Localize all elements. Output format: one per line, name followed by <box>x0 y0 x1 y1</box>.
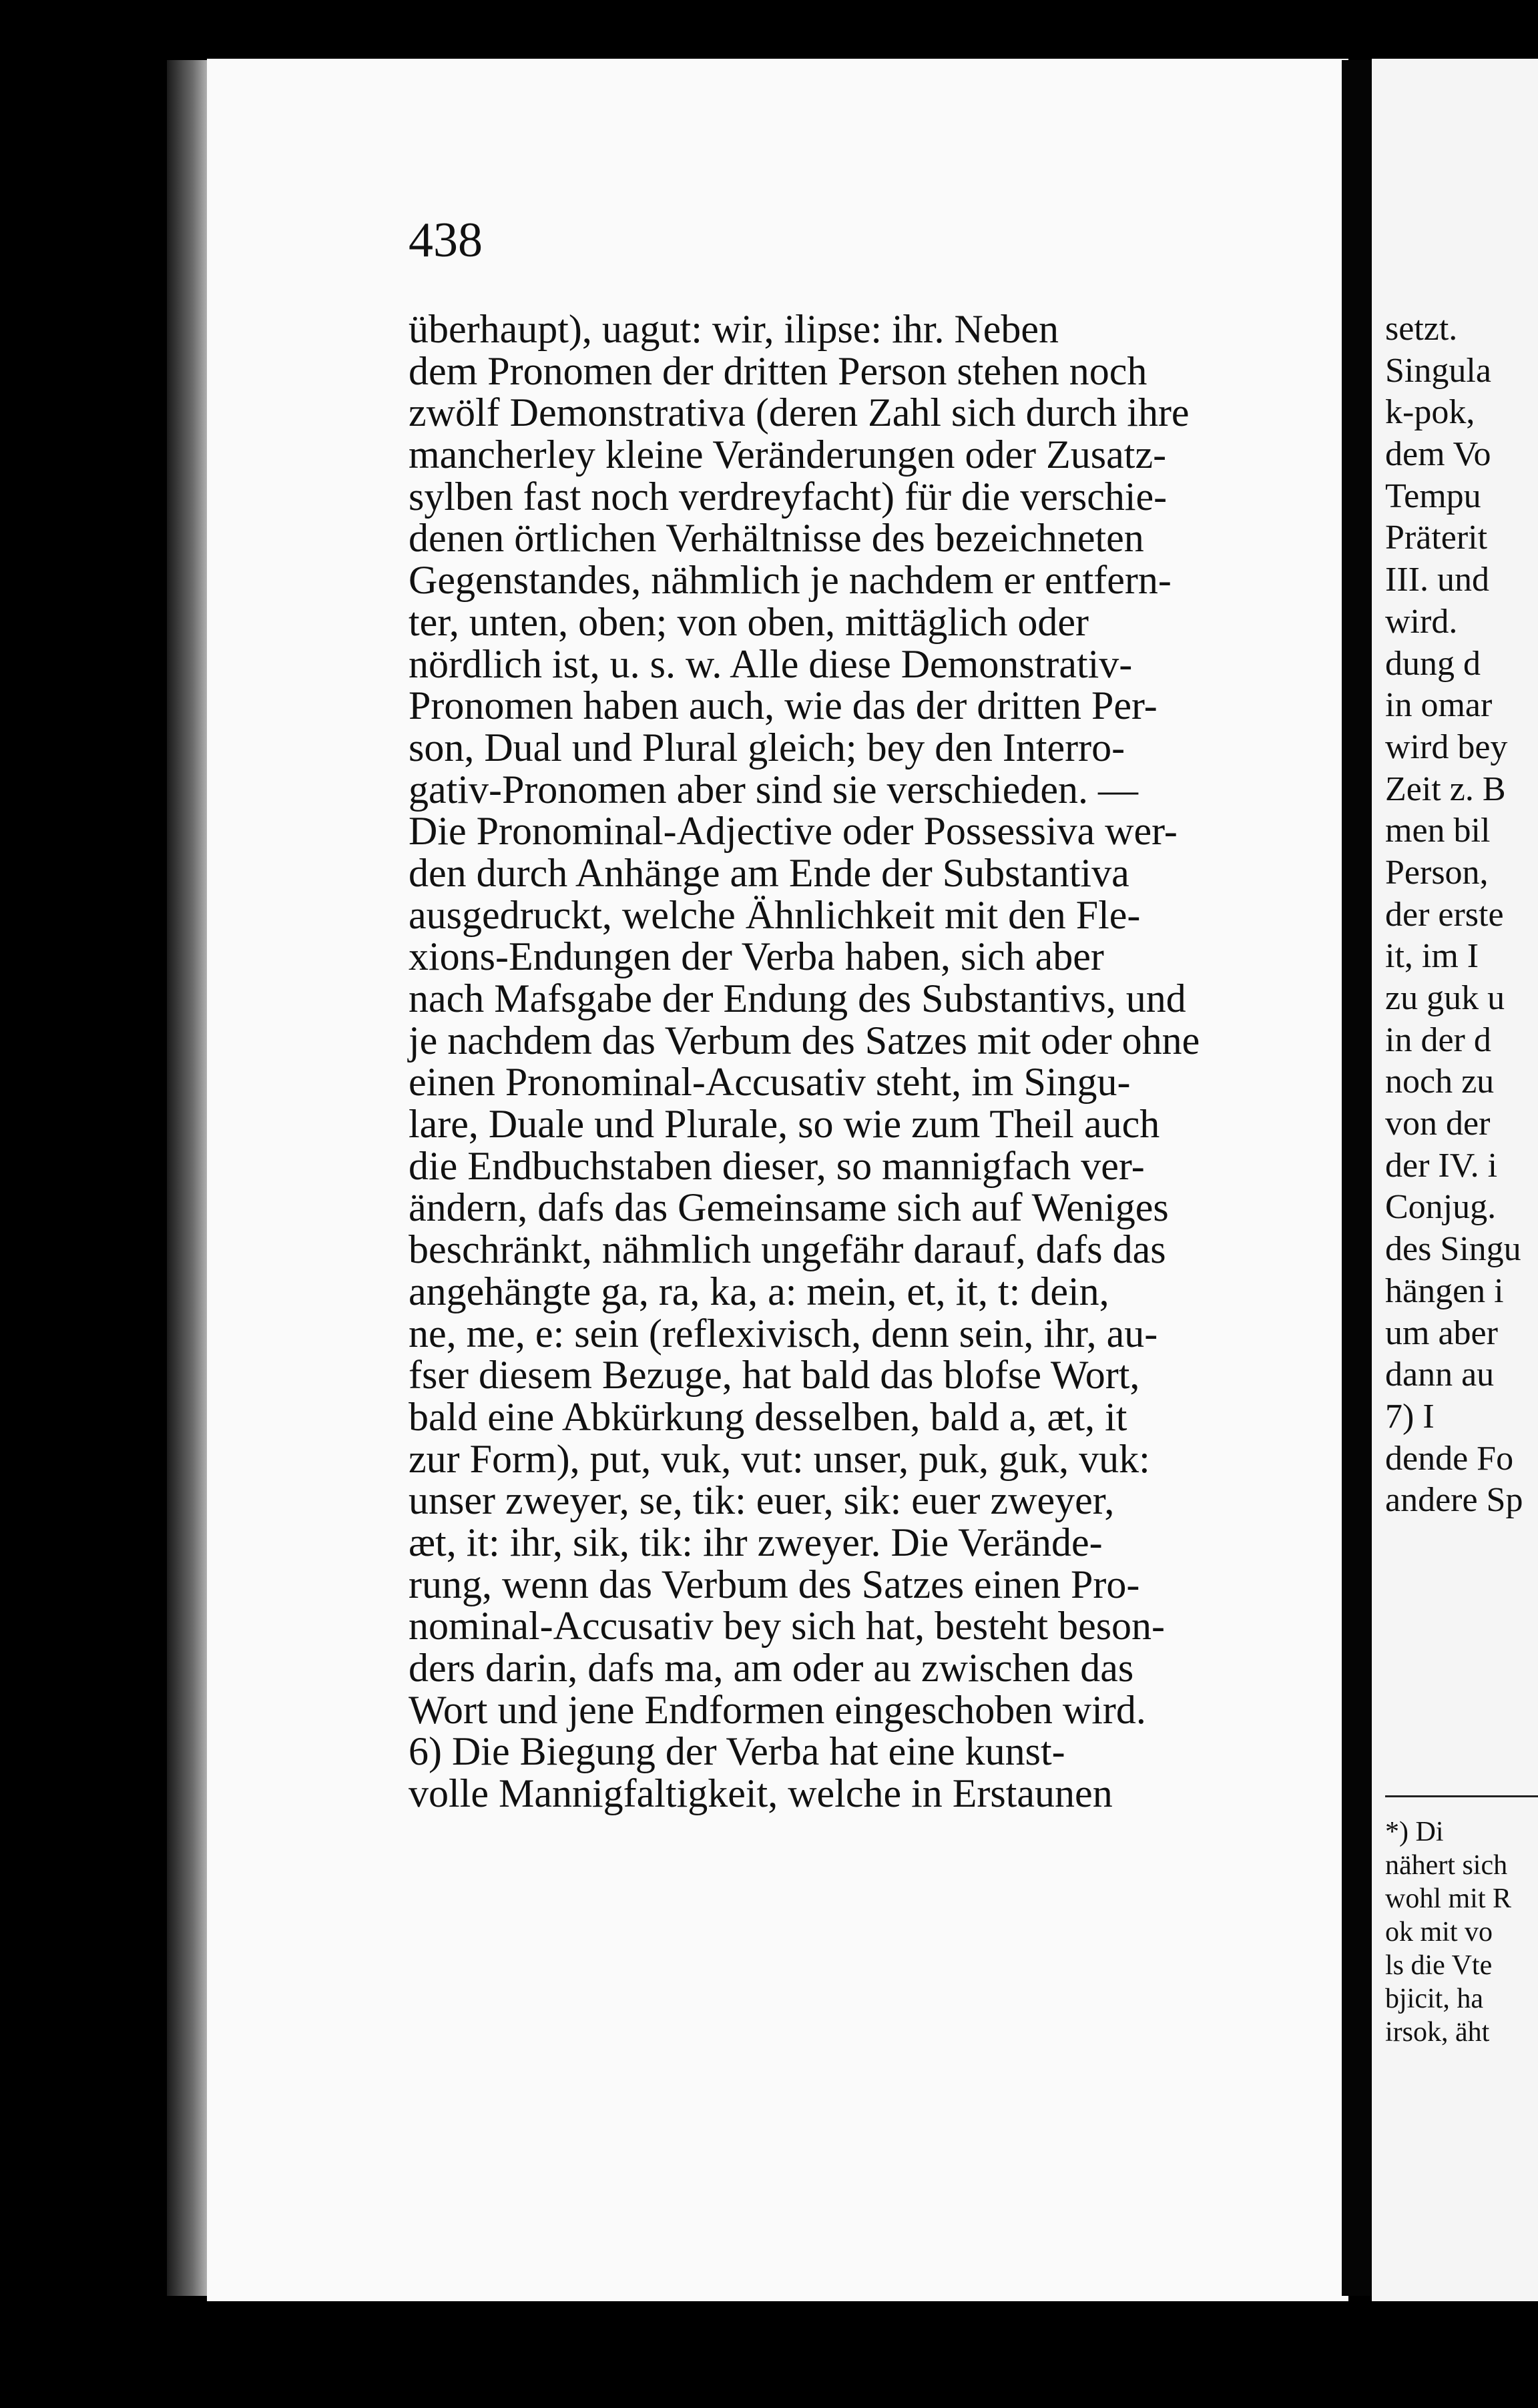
footnote-line: ok mit vo <box>1385 1917 1493 1947</box>
page-number: 438 <box>409 213 483 268</box>
facing-text-line: dem Vo <box>1385 435 1491 474</box>
facing-text-line: des Singu <box>1385 1230 1521 1269</box>
text-line: nördlich ist, u. s. w. Alle diese Demonstrativ- <box>409 641 1133 686</box>
facing-text-line: noch zu <box>1385 1063 1495 1101</box>
text-line: beschränkt, nähmlich ungefähr darauf, dafs das <box>409 1227 1166 1272</box>
facing-text-line: III. und <box>1385 561 1489 599</box>
footnote-line: *) Di <box>1385 1817 1444 1847</box>
text-line: unser zweyer, se, tik: euer, sik: euer zweyer, <box>409 1478 1115 1523</box>
text-line: je nachdem das Verbum des Satzes mit oder ohne <box>409 1018 1200 1063</box>
facing-text-line: k-pok, <box>1385 393 1475 432</box>
footnote-line: wohl mit R <box>1385 1883 1512 1914</box>
facing-text-line: dung d <box>1385 644 1481 683</box>
facing-text-line: Singula <box>1385 351 1491 390</box>
text-line: son, Dual und Plural gleich; bey den Interro- <box>409 725 1125 770</box>
facing-text-line: 7) I <box>1385 1397 1435 1436</box>
text-line: mancherley kleine Veränderungen oder Zusatz- <box>409 432 1167 477</box>
facing-text-line: setzt. <box>1385 310 1458 348</box>
facing-text-line: um aber <box>1385 1313 1498 1352</box>
text-line: fser diesem Bezuge, hat bald das blofse Wort, <box>409 1353 1140 1398</box>
text-line: nach Mafsgabe der Endung des Substantivs, und <box>409 976 1186 1020</box>
text-line: den durch Anhänge am Ende der Substantiva <box>409 850 1129 895</box>
footnote-line: bjicit, ha <box>1385 1984 1483 2014</box>
text-line: sylben fast noch verdreyfacht) für die verschie- <box>409 474 1168 519</box>
text-line: xions-Endungen der Verba haben, sich aber <box>409 934 1104 979</box>
text-line: nominal-Accusativ bey sich hat, besteht beson- <box>409 1604 1166 1648</box>
facing-text-line: men bil <box>1385 812 1491 850</box>
text-line: die Endbuchstaben dieser, so mannigfach ver- <box>409 1143 1145 1188</box>
book-binding <box>1342 60 1372 2296</box>
facing-text-line: wird bey <box>1385 727 1508 766</box>
text-line: lare, Duale und Plurale, so wie zum Theil auch <box>409 1102 1160 1147</box>
text-line: Wort und jene Endformen eingeschoben wird. <box>409 1687 1146 1732</box>
text-line: volle Mannigfaltigkeit, welche in Erstaunen <box>409 1771 1113 1816</box>
facing-text-line: dann au <box>1385 1356 1495 1394</box>
facing-text-line: von der <box>1385 1105 1491 1143</box>
facing-text-line: in der d <box>1385 1020 1491 1059</box>
text-line: dem Pronomen der dritten Person stehen noch <box>409 348 1147 393</box>
text-line: ne, me, e: sein (reflexivisch, denn sein, ihr, au- <box>409 1311 1158 1356</box>
text-line: zwölf Demonstrativa (deren Zahl sich durch ihre <box>409 390 1190 435</box>
text-line: denen örtlichen Verhältnisse des bezeichneten <box>409 516 1144 561</box>
main-text-block <box>409 308 1343 1815</box>
text-line: Pronomen haben auch, wie das der dritten Per- <box>409 683 1158 728</box>
facing-text-line: dende Fo <box>1385 1439 1514 1478</box>
text-line: gativ-Pronomen aber sind sie verschieden. — <box>409 767 1139 812</box>
facing-text-line: wird. <box>1385 602 1458 641</box>
facing-text-line: in omar <box>1385 686 1493 725</box>
text-line: ändern, dafs das Gemeinsame sich auf Weniges <box>409 1185 1169 1230</box>
facing-text-line: it, im I <box>1385 937 1479 976</box>
facing-text-line: andere Sp <box>1385 1481 1523 1520</box>
text-line: rung, wenn das Verbum des Satzes einen Pro- <box>409 1562 1140 1606</box>
footnote-line: ls die Vte <box>1385 1950 1493 1981</box>
text-line: ter, unten, oben; von oben, mittäglich oder <box>409 599 1089 644</box>
facing-text-line: hängen i <box>1385 1271 1504 1310</box>
facing-page-text <box>1385 308 1538 1522</box>
facing-text-line: zu guk u <box>1385 979 1505 1017</box>
text-line: bald eine Abkürkung desselben, bald a, æt, it <box>409 1394 1127 1439</box>
facing-text-line: Person, <box>1385 853 1489 892</box>
facing-text-line: Präterit <box>1385 519 1488 557</box>
text-line: angehängte ga, ra, ka, a: mein, et, it, t: dein, <box>409 1269 1109 1313</box>
text-line: ders darin, dafs ma, am oder au zwischen das <box>409 1646 1134 1690</box>
text-line: zur Form), put, vuk, vut: unser, puk, guk, vuk: <box>409 1436 1150 1481</box>
text-line: Gegenstandes, nähmlich je nachdem er entfern- <box>409 558 1172 603</box>
text-line: 6) Die Biegung der Verba hat eine kunst- <box>409 1729 1065 1774</box>
facing-text-line: Conjug. <box>1385 1188 1497 1227</box>
text-line: æt, it: ihr, sik, tik: ihr zweyer. Die Verände- <box>409 1520 1103 1564</box>
text-line: einen Pronominal-Accusativ steht, im Singu- <box>409 1060 1131 1105</box>
footnote-line: irsok, äht <box>1385 2017 1490 2048</box>
facing-text-line: der erste <box>1385 895 1504 934</box>
footnote-rule <box>1385 1795 1538 1797</box>
text-line: Die Pronominal-Adjective oder Possessiva wer- <box>409 809 1178 854</box>
text-line: ausgedruckt, welche Ähnlichkeit mit den Fle- <box>409 892 1141 937</box>
facing-text-line: der IV. i <box>1385 1146 1498 1185</box>
facing-text-line: Zeit z. B <box>1385 770 1506 808</box>
facing-page-footnote <box>1385 1815 1538 2049</box>
text-line: überhaupt), uagut: wir, ilipse: ihr. Neben <box>409 307 1059 351</box>
footnote-line: nähert sich <box>1385 1850 1508 1881</box>
facing-text-line: Tempu <box>1385 477 1481 515</box>
